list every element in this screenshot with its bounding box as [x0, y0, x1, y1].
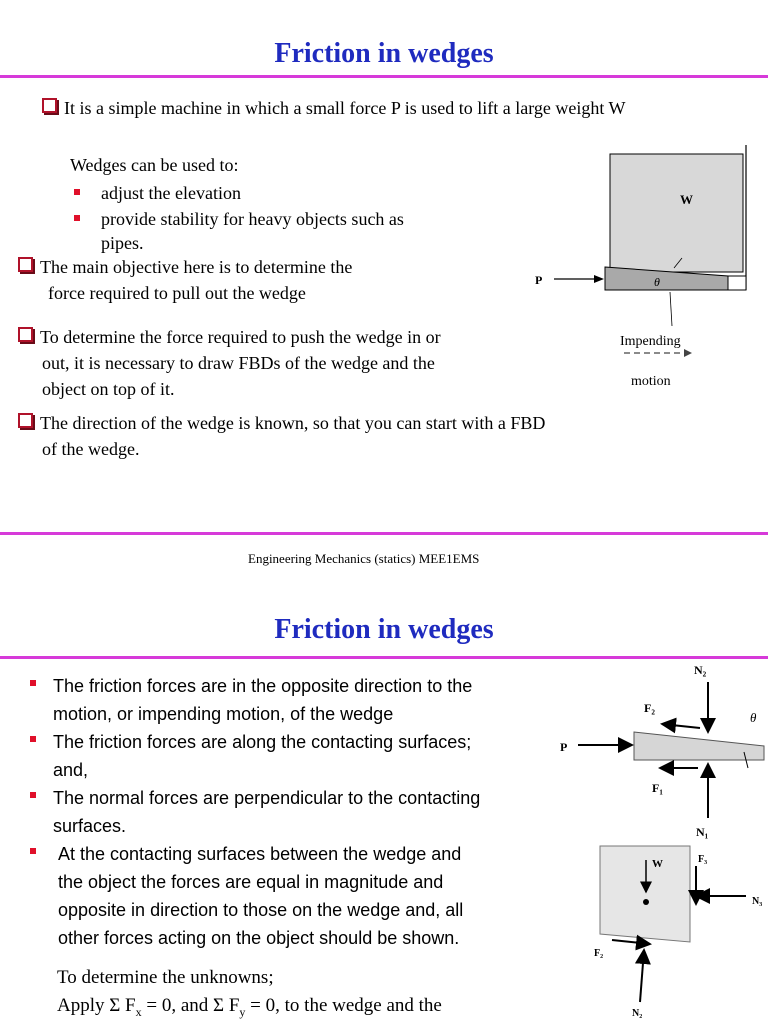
square-bullet-icon [30, 736, 36, 742]
force-p-label: P [535, 273, 543, 287]
bullet-line: The friction forces are along the contacting surfaces; [53, 732, 472, 752]
motion-label: motion [631, 374, 671, 389]
checkbox-bullet-icon [18, 327, 33, 342]
angle-label: θ [654, 275, 660, 289]
bullet-line: surfaces. [53, 816, 127, 836]
label-f3: F₃ [698, 854, 708, 865]
slide2-title: Friction in wedges [274, 614, 494, 645]
label-f2-bottom: F₂ [594, 948, 604, 959]
uses-item-continued [74, 230, 494, 256]
slide1-title: Friction in wedges [274, 38, 494, 69]
force-f2-bottom-arrow [612, 940, 650, 944]
motion-arrowhead [684, 349, 692, 357]
bullet-item [30, 728, 570, 784]
slide1-intro [42, 95, 762, 121]
direction-line: of the wedge. [42, 439, 140, 459]
bullet-item [30, 840, 570, 952]
weight-block [610, 154, 743, 272]
uses-item-text: pipes. [101, 233, 144, 253]
label-f1: F₁ [652, 781, 663, 795]
uses-list [74, 180, 494, 256]
label-leader-line [670, 292, 672, 326]
uses-item-text: provide stability for heavy objects such as [101, 209, 404, 229]
uses-heading: Wedges can be used to: [70, 155, 239, 175]
direction-line: The direction of the wedge is known, so that you can start with a FBD [40, 413, 546, 433]
uses-item [74, 206, 494, 232]
force-n2-bottom-arrow [640, 950, 644, 1002]
label-n2-top: N₂ [694, 663, 707, 677]
intro-text: It is a simple machine in which a small force P is used to lift a large weight W [64, 98, 626, 118]
label-p: P [560, 740, 568, 754]
equation-part: = 0, and Σ F [141, 995, 240, 1016]
slide2-title-rule [0, 656, 768, 659]
fbd-line: out, it is necessary to draw FBDs of the wedge and the [42, 353, 435, 373]
unknowns-paragraph [57, 964, 577, 1026]
checkbox-bullet-icon [18, 257, 33, 272]
square-bullet-icon [74, 215, 80, 221]
label-n2-bottom: N₂ [632, 1008, 643, 1019]
object-fbd-shape [600, 846, 690, 942]
equation-subscript: y [239, 1004, 246, 1019]
bullet-line: At the contacting surfaces between the wedge and [58, 844, 462, 864]
gap-block [728, 276, 746, 290]
square-bullet-icon [30, 680, 36, 686]
center-of-mass-dot [643, 899, 649, 905]
square-bullet-icon [30, 792, 36, 798]
square-bullet-icon [30, 848, 36, 854]
footer-text: Engineering Mechanics (statics) MEE1EMS [248, 551, 480, 566]
fbd-line: object on top of it. [42, 379, 175, 399]
label-f2-top: F₂ [644, 701, 655, 715]
fbd-line: To determine the force required to push the wedge in or [40, 327, 441, 347]
checkbox-bullet-icon [18, 413, 33, 428]
equation-part: = 0, to the wedge and the [245, 995, 442, 1016]
slide1-title-rule [0, 75, 768, 78]
label-n3: N₃ [752, 896, 763, 907]
uses-item-text: adjust the elevation [101, 183, 241, 203]
checkbox-bullet-icon [42, 98, 57, 113]
label-w: W [652, 858, 663, 870]
bullet-line: The normal forces are perpendicular to the contacting [53, 788, 481, 808]
bullet-item [30, 672, 570, 728]
objective-line: force required to pull out the wedge [48, 283, 306, 303]
label-n1: N₁ [696, 825, 709, 839]
slide-divider [0, 532, 768, 535]
impending-label: Impending [620, 334, 681, 349]
bullet-line: motion, or impending motion, of the wedge [53, 704, 394, 724]
wedge-figure [520, 140, 760, 400]
weight-label: W [680, 192, 693, 207]
slide2-bullets [30, 672, 570, 952]
bullet-line: opposite in direction to those on the wedge and, all [58, 900, 464, 920]
label-theta: θ [750, 710, 757, 725]
equation-subscript: x [135, 1004, 142, 1019]
bullet-line: and, [53, 760, 89, 780]
force-f2-top-arrow [662, 724, 700, 728]
objective-line: The main objective here is to determine the [40, 257, 353, 277]
fbd-figure [548, 660, 768, 1024]
equation-part: Apply Σ F [57, 995, 136, 1016]
bullet-item [30, 784, 570, 840]
direction-paragraph [18, 410, 758, 462]
uses-item [74, 180, 494, 206]
unknowns-line: To determine the unknowns; [57, 967, 274, 988]
bullet-line: The friction forces are in the opposite direction to the [53, 676, 473, 696]
square-bullet-icon [74, 189, 80, 195]
bullet-line: other forces acting on the object should be shown. [58, 928, 460, 948]
force-p-arrowhead [594, 275, 604, 283]
fbd-paragraph [18, 324, 538, 402]
bullet-line: the object the forces are equal in magnitude and [58, 872, 444, 892]
apply-equation-line [57, 992, 577, 1026]
objective-paragraph [18, 254, 518, 306]
